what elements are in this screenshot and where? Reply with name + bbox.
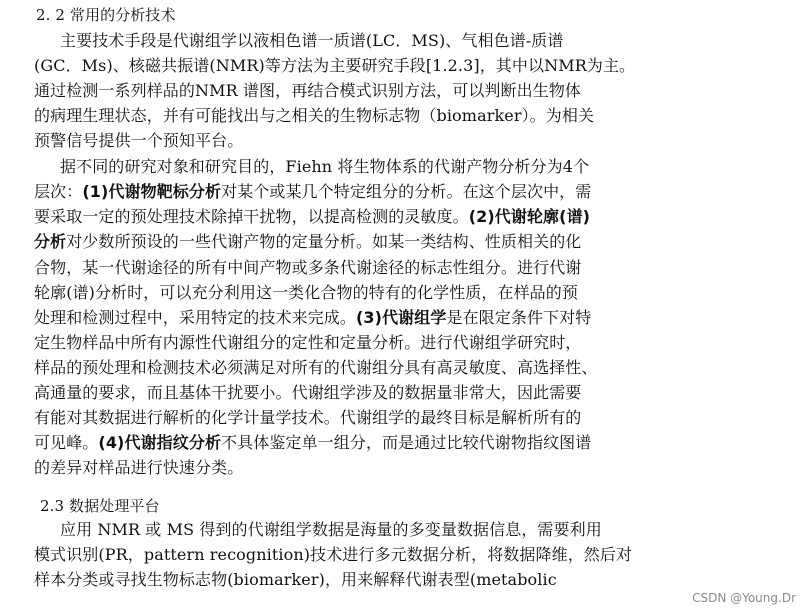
csdn-watermark: CSDN @Young.Dr (692, 591, 796, 605)
term-metabolic-profiling-cont: 分析 (34, 232, 67, 251)
text-line: 的病理生理状态，并有可能找出与之相关的生物标志物（biomarker）。为相关 (34, 106, 595, 125)
term-metabolic-profiling: (2)代谢轮廓(谱) (468, 207, 591, 226)
text-line: 模式识别(PR，pattern recognition)技术进行多元数据分析，将数据降维，然后对 (34, 545, 633, 564)
text-run: 要采取一定的预处理技术除掉干扰物，以提高检测的灵敏度。 (34, 207, 469, 226)
text-line (34, 433, 591, 453)
text-line: (GC．Ms)、核磁共振谱(NMR)等方法为主要研究手段[1.2.3]，其中以NMR为主。 (34, 56, 636, 75)
text-line: 的差异对样品进行快速分类。 (34, 458, 244, 477)
text-line: 有能对其数据进行解析的化学计量学技术。代谢组学的最终目标是解析所有的 (34, 408, 582, 427)
text-line: 据不同的研究对象和研究目的，Fiehn 将生物体系的代谢产物分析分为4个 (60, 157, 590, 176)
text-line: 应用 NMR 或 MS 得到的代谢组学数据是海量的多变量数据信息，需要利用 (60, 520, 602, 539)
text-line: 预警信号提供一个预知平台。 (34, 131, 244, 150)
section-heading-2-2: 2. 2 常用的分析技术 (36, 6, 176, 24)
text-line (34, 232, 581, 252)
text-line (34, 308, 591, 328)
term-metabolomics: (3)代谢组学 (356, 308, 447, 327)
text-run: 是在限定条件下对特 (446, 308, 592, 327)
text-line: 通过检测一系列样品的NMR 谱图，再结合模式识别方法，可以判断出生物体 (34, 81, 582, 100)
text-run: 层次： (34, 182, 83, 201)
text-line: 高通量的要求，而且基体干扰要小。代谢组学涉及的数据量非常大，因此需要 (34, 383, 582, 402)
text-run: 对少数所预设的一些代谢产物的定量分析。如某一类结构、性质相关的化 (66, 232, 582, 251)
text-line: 主要技术手段是代谢组学以液相色谱一质谱(LC．MS)、气相色谱-质谱 (60, 31, 564, 50)
text-line (34, 182, 591, 202)
text-run: 不具体鉴定单一组分，而是通过比较代谢物指纹图谱 (221, 433, 592, 452)
text-line: 定生物样品中所有内源性代谢组分的定性和定量分析。进行代谢组学研究时， (34, 333, 582, 352)
text-run: 处理和检测过程中，采用特定的技术来完成。 (34, 308, 357, 327)
term-metabolite-target-analysis: (1)代谢物靶标分析 (82, 182, 222, 201)
text-line: 样品的预处理和检测技术必须满足对所有的代谢组分具有高灵敏度、高选择性、 (34, 358, 598, 377)
text-run: 可见峰。 (34, 433, 99, 452)
text-line: 合物，某一代谢途径的所有中间产物或多条代谢途径的标志性组分。进行代谢 (34, 258, 582, 277)
section-heading-2-3: 2.3 数据处理平台 (40, 497, 160, 515)
term-metabolic-fingerprinting: (4)代谢指纹分析 (98, 433, 222, 452)
text-run: 对某个或某几个特定组分的分析。在这个层次中，需 (221, 182, 592, 201)
text-line: 轮廓(谱)分析时，可以充分利用这一类化合物的特有的化学性质，在样品的预 (34, 283, 578, 302)
text-line (34, 207, 590, 227)
text-line: 样本分类或寻找生物标志物(biomarker)，用来解释代谢表型(metabolic (34, 570, 557, 589)
